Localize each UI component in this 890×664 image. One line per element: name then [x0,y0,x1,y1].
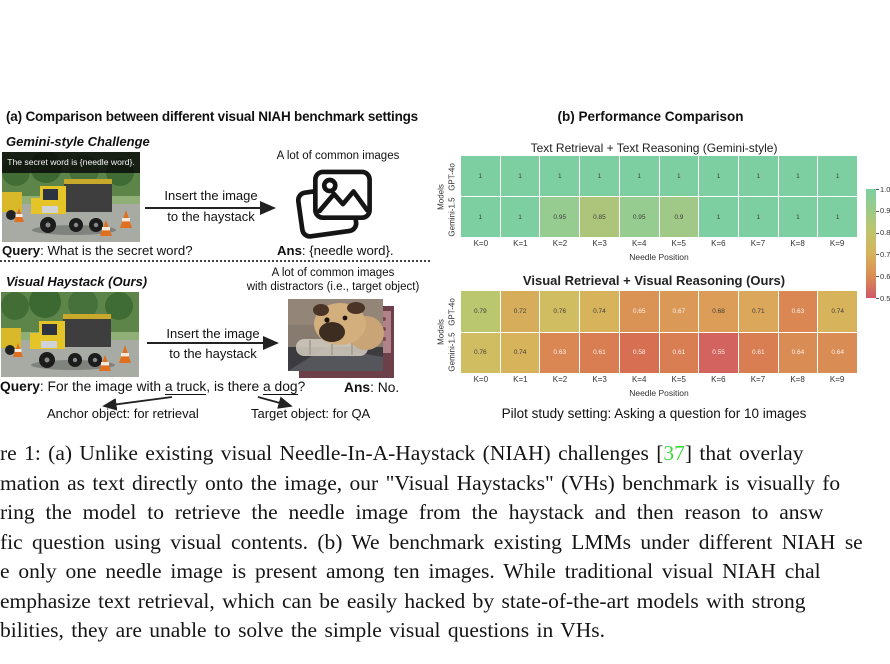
heatmap-cell: 0.65 [620,291,659,332]
colorbar-tick-label: 0.6 [880,271,890,281]
x-tick-label: K=8 [790,239,805,248]
heatmap-cell: 0.72 [501,291,540,332]
caption-text: re 1: (a) Unlike existing visual Needle-In-A-Haystack (NIAH) challenges [ [0,441,664,465]
panel-a-heading: (a) Comparison between different visual NIAH benchmark settings [6,109,418,124]
heatmap-cell: 1 [620,156,659,196]
x-tick-label: K=2 [552,375,568,384]
common-images-label: A lot of common images [276,150,400,162]
colorbar-tick-mark [876,233,879,234]
query-mid: , is there [206,379,264,394]
heatmap-cell: 1 [818,197,857,237]
colorbar-tick-mark [876,276,879,277]
heatmap1-row-label-gpt4o: GPT-4o [447,163,457,191]
heatmap-cell: 0.74 [501,333,540,374]
heatmap2-title: Visual Retrieval + Visual Reasoning (Ours) [522,273,786,288]
gemini-query [2,243,193,258]
colorbar-tick-mark [876,189,879,190]
x-tick-label: K=9 [829,375,845,384]
dotted-divider [0,260,430,262]
heatmap2-row-label-gpt4o: GPT-4o [447,298,457,326]
heatmap-cell: 0.95 [620,197,659,237]
caption-line: fic question using visual contents. (b) We benchmark existing LMMs under different NIAH se [0,529,863,554]
heatmap-cell: 1 [580,156,619,196]
heatmap-cell: 0.64 [779,333,818,374]
colorbar-tick-mark [876,254,879,255]
caption-line: emphasize text retrieval, which can be easily hacked by state-of-the-art models with strong [0,588,806,613]
heatmap-cell: 0.61 [739,333,778,374]
x-tick-label: K=0 [473,375,489,384]
ans-text: : {needle word}. [301,243,394,258]
x-tick-label: K=7 [750,239,766,248]
heatmap-cell: 1 [779,197,818,237]
heatmap1-ylabel: Models [436,184,446,210]
heatmap2-ylabel: Models [436,319,446,345]
x-tick-label: K=5 [671,375,686,384]
x-tick-label: K=6 [711,239,726,248]
ans-text: : No. [370,380,400,395]
needle-truck-photo [2,152,140,242]
heatmap1-xlabel: Needle Position [629,252,689,262]
distractors-line-1: A lot of common images [271,267,395,279]
anchor-object-text: a truck [164,379,207,394]
heatmap-row [461,291,857,332]
vhs-answer [344,380,399,395]
x-tick-label: K=3 [592,239,607,248]
x-tick-label: K=1 [513,375,528,384]
query-label: Query [2,243,41,258]
heatmap2-row-label-gemini: Gemini-1.5 [447,332,457,372]
heatmap-cell: 1 [739,197,778,237]
heatmap-cell: 0.76 [540,291,579,332]
heatmap-cell: 0.95 [540,197,579,237]
ans-label: Ans [277,243,302,258]
figure-caption [0,441,890,648]
heatmap1-title: Text Retrieval + Text Reasoning (Gemini-style) [530,141,778,155]
insert-arrow-label-1: Insert the image [164,188,258,203]
caption-line: bilities, they are unable to solve the simple visual questions in VHs. [0,618,606,642]
colorbar-tick-label: 1.0 [880,184,890,194]
colorbar-tick-mark [876,298,879,299]
colorbar [866,189,876,298]
gemini-answer [277,243,394,258]
ans-label: Ans [344,380,371,395]
caption-line: e only one needle image is present among ten images. While traditional visual NIAH chal [0,559,821,583]
gemini-challenge-title: Gemini-style Challenge [6,134,150,149]
heatmap2-x-ticks [461,375,857,384]
heatmap-visual-retrieval [461,291,857,373]
heatmap-cell: 0.9 [660,197,699,237]
x-tick-label: K=2 [552,239,568,248]
colorbar-tick-label: 0.5 [880,293,890,303]
x-tick-label: K=9 [829,239,845,248]
insert-arrow-label-2: to the haystack [169,346,257,361]
anchor-truck-photo [0,292,140,377]
target-object-text: a dog [263,379,298,394]
anchor-object-note: Anchor object: for retrieval [47,406,199,421]
query-text: : What is the secret word? [40,243,193,258]
query-label: Query [0,379,40,394]
target-object-note: Target object: for QA [251,406,371,421]
heatmap-cell: 1 [660,156,699,196]
heatmap-cell: 1 [501,156,540,196]
heatmap-row [461,197,857,237]
x-tick-label: K=1 [513,239,528,248]
citation-ref: 37 [663,441,685,465]
x-tick-label: K=8 [790,375,805,384]
visual-haystack-title: Visual Haystack (Ours) [6,274,148,289]
heatmap-cell: 1 [461,156,500,196]
colorbar-tick-label: 0.9 [880,206,890,216]
heatmap-cell: 0.63 [540,333,579,374]
caption-line: ring the model to retrieve the needle image from the haystack and then reason to answ [0,500,824,524]
query-post: ? [297,379,306,394]
common-images-distractors-label [238,266,428,294]
x-tick-label: K=5 [671,239,686,248]
heatmap-cell: 0.67 [660,291,699,332]
heatmap-cell: 0.68 [699,291,738,332]
distractors-line-2: with distractors (i.e., target object) [246,281,420,293]
insert-arrow-label-2: to the haystack [167,209,255,224]
heatmap-cell: 1 [699,156,738,196]
x-tick-label: K=3 [592,375,607,384]
photo-stack-icon [290,166,378,244]
heatmap-cell: 0.64 [818,333,857,374]
heatmap1-x-ticks [461,239,857,248]
panel-b-heading: (b) Performance Comparison [557,109,744,124]
heatmap-cell: 0.79 [461,291,500,332]
vhs-query [0,379,305,394]
x-tick-label: K=0 [473,239,489,248]
x-tick-label: K=4 [631,375,647,384]
insert-arrow-label-1: Insert the image [166,326,260,341]
heatmap-cell: 1 [461,197,500,237]
x-tick-label: K=7 [750,375,766,384]
heatmap-cell: 0.58 [620,333,659,374]
heatmap-row [461,333,857,374]
heatmap-row [461,156,857,196]
heatmap-cell: 0.63 [779,291,818,332]
heatmap-text-retrieval [461,156,857,237]
pug-distractor-photo [288,299,394,378]
heatmap1-row-label-gemini: Gemini-1.5 [447,197,457,237]
colorbar-tick-label: 0.8 [880,228,890,238]
x-tick-label: K=4 [631,239,647,248]
target-pointer-arrow-icon [258,397,291,406]
heatmap-cell: 1 [699,197,738,237]
heatmap-cell: 1 [818,156,857,196]
heatmap-cell: 1 [540,156,579,196]
x-tick-label: K=6 [711,375,726,384]
pilot-study-note: Pilot study setting: Asking a question for 10 images [501,406,807,421]
heatmap-cell: 0.61 [660,333,699,374]
caption-line [0,441,890,471]
heatmap-cell: 0.76 [461,333,500,374]
heatmap-cell: 0.71 [739,291,778,332]
heatmap-cell: 0.74 [580,291,619,332]
heatmap-cell: 0.61 [580,333,619,374]
heatmap-cell: 0.74 [818,291,857,332]
truck-photo-illustration [0,292,140,377]
anchor-pointer-arrow-icon [104,397,172,406]
heatmap-cell: 1 [739,156,778,196]
query-pre: : For the image with [39,379,165,394]
caption-text: ] that overlay [684,441,804,465]
heatmap-cell: 1 [501,197,540,237]
heatmap-cell: 1 [779,156,818,196]
heatmap-cell: 0.85 [580,197,619,237]
heatmap2-xlabel: Needle Position [629,388,689,398]
colorbar-tick-label: 0.7 [880,249,890,259]
colorbar-tick-mark [876,211,879,212]
needle-text-overlay: The secret word is {needle word}. [2,152,140,173]
heatmap-cell: 0.55 [699,333,738,374]
caption-line: mation as text directly onto the image, our "Visual Haystacks" (VHs) benchmark is visually fo [0,470,841,495]
